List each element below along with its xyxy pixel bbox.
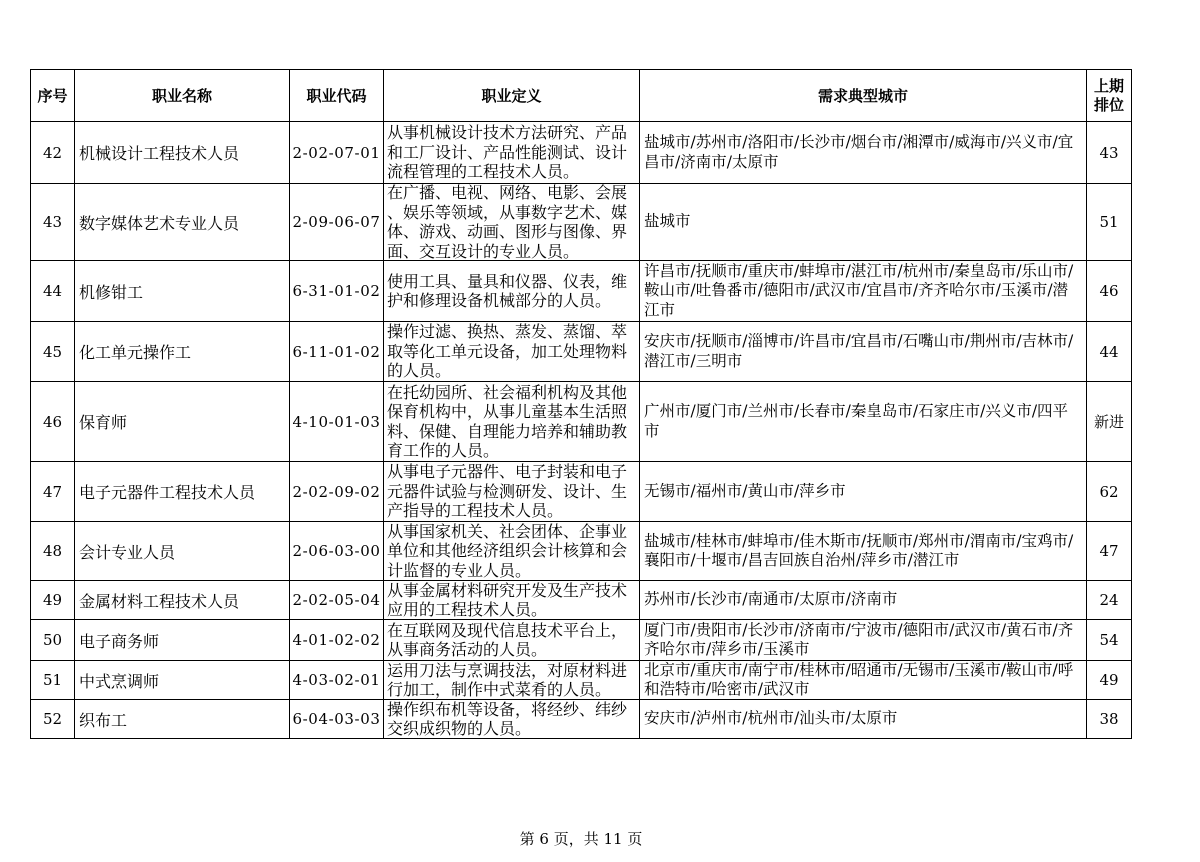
cell-occupation-name: 金属材料工程技术人员 bbox=[75, 581, 290, 620]
cell-cities: 安庆市/泸州市/杭州市/汕头市/太原市 bbox=[640, 700, 1087, 738]
cell-definition: 操作织布机等设备，将经纱、纬纱交织成织物的人员。 bbox=[384, 700, 640, 738]
col-header-prev-rank bbox=[1087, 70, 1131, 122]
cell-prev-rank: 43 bbox=[1087, 122, 1131, 184]
cell-occupation-code: 4-03-02-01 bbox=[290, 661, 384, 700]
cell-definition: 从事电子元器件、电子封装和电子元器件试验与检测研发、设计、生产指导的工程技术人员。 bbox=[384, 462, 640, 522]
cell-no: 52 bbox=[31, 700, 75, 738]
cell-no: 48 bbox=[31, 522, 75, 581]
cell-occupation-name: 电子商务师 bbox=[75, 620, 290, 661]
col-header-definition: 职业定义 bbox=[384, 70, 640, 122]
cell-occupation-code: 6-31-01-02 bbox=[290, 261, 384, 322]
cell-no: 47 bbox=[31, 462, 75, 522]
cell-definition: 在广播、电视、网络、电影、会展、娱乐等领域，从事数字艺术、媒体、游戏、动画、图形与图像、界面、交互设计的专业人员。 bbox=[384, 184, 640, 261]
col-header-occupation-name: 职业名称 bbox=[75, 70, 290, 122]
cell-occupation-code: 6-11-01-02 bbox=[290, 322, 384, 382]
occupation-table bbox=[30, 69, 1132, 739]
col-header-prev-rank-label: 上期排位 bbox=[1093, 76, 1124, 114]
col-header-cities: 需求典型城市 bbox=[640, 70, 1087, 122]
cell-cities: 许昌市/抚顺市/重庆市/蚌埠市/湛江市/杭州市/秦皇岛市/乐山市/鞍山市/吐鲁番市/德阳市/武汉市/宜昌市/齐齐哈尔市/玉溪市/潜江市 bbox=[640, 261, 1087, 322]
cell-no: 49 bbox=[31, 581, 75, 620]
cell-cities: 盐城市/桂林市/蚌埠市/佳木斯市/抚顺市/郑州市/渭南市/宝鸡市/襄阳市/十堰市/昌吉回族自治州/萍乡市/潜江市 bbox=[640, 522, 1087, 581]
cell-no: 43 bbox=[31, 184, 75, 261]
cell-no: 51 bbox=[31, 661, 75, 700]
cell-definition: 在互联网及现代信息技术平台上，从事商务活动的人员。 bbox=[384, 620, 640, 661]
cell-no: 45 bbox=[31, 322, 75, 382]
cell-prev-rank: 49 bbox=[1087, 661, 1131, 700]
cell-no: 42 bbox=[31, 122, 75, 184]
cell-occupation-name: 机修钳工 bbox=[75, 261, 290, 322]
cell-occupation-code: 2-02-05-04 bbox=[290, 581, 384, 620]
cell-no: 44 bbox=[31, 261, 75, 322]
col-header-no: 序号 bbox=[31, 70, 75, 122]
cell-cities: 盐城市/苏州市/洛阳市/长沙市/烟台市/湘潭市/威海市/兴义市/宜昌市/济南市/太原市 bbox=[640, 122, 1087, 184]
cell-definition: 从事机械设计技术方法研究、产品和工厂设计、产品性能测试、设计流程管理的工程技术人员。 bbox=[384, 122, 640, 184]
cell-definition: 在托幼园所、社会福利机构及其他保育机构中，从事儿童基本生活照料、保健、自理能力培养和辅助教育工作的人员。 bbox=[384, 382, 640, 462]
cell-occupation-name: 数字媒体艺术专业人员 bbox=[75, 184, 290, 261]
cell-prev-rank: 62 bbox=[1087, 462, 1131, 522]
cell-occupation-code: 4-01-02-02 bbox=[290, 620, 384, 661]
cell-occupation-name: 机械设计工程技术人员 bbox=[75, 122, 290, 184]
cell-definition: 运用刀法与烹调技法，对原材料进行加工，制作中式菜肴的人员。 bbox=[384, 661, 640, 700]
cell-occupation-code: 6-04-03-03 bbox=[290, 700, 384, 738]
cell-occupation-name: 会计专业人员 bbox=[75, 522, 290, 581]
cell-cities: 盐城市 bbox=[640, 184, 1087, 261]
col-header-occupation-code: 职业代码 bbox=[290, 70, 384, 122]
cell-prev-rank: 44 bbox=[1087, 322, 1131, 382]
cell-occupation-name: 中式烹调师 bbox=[75, 661, 290, 700]
cell-prev-rank: 54 bbox=[1087, 620, 1131, 661]
cell-occupation-name: 织布工 bbox=[75, 700, 290, 738]
cell-occupation-code: 4-10-01-03 bbox=[290, 382, 384, 462]
cell-occupation-name: 保育师 bbox=[75, 382, 290, 462]
cell-prev-rank: 新进 bbox=[1087, 382, 1131, 462]
cell-occupation-name: 化工单元操作工 bbox=[75, 322, 290, 382]
cell-cities: 厦门市/贵阳市/长沙市/济南市/宁波市/德阳市/武汉市/黄石市/齐齐哈尔市/萍乡市/玉溪市 bbox=[640, 620, 1087, 661]
cell-occupation-code: 2-06-03-00 bbox=[290, 522, 384, 581]
cell-prev-rank: 24 bbox=[1087, 581, 1131, 620]
cell-cities: 苏州市/长沙市/南通市/太原市/济南市 bbox=[640, 581, 1087, 620]
page-number-footer: 第 6 页，共 11 页 bbox=[519, 830, 643, 848]
cell-definition: 从事金属材料研究开发及生产技术应用的工程技术人员。 bbox=[384, 581, 640, 620]
cell-occupation-code: 2-02-07-01 bbox=[290, 122, 384, 184]
cell-prev-rank: 38 bbox=[1099, 710, 1119, 728]
cell-definition: 使用工具、量具和仪器、仪表，维护和修理设备机械部分的人员。 bbox=[384, 261, 640, 322]
cell-no: 50 bbox=[31, 620, 75, 661]
cell-occupation-name: 电子元器件工程技术人员 bbox=[75, 462, 290, 522]
cell-cities: 广州市/厦门市/兰州市/长春市/秦皇岛市/石家庄市/兴义市/四平市 bbox=[640, 382, 1087, 462]
cell-definition: 操作过滤、换热、蒸发、蒸馏、萃取等化工单元设备，加工处理物料的人员。 bbox=[384, 322, 640, 382]
cell-cities: 无锡市/福州市/黄山市/萍乡市 bbox=[640, 462, 1087, 522]
cell-cities: 安庆市/抚顺市/淄博市/许昌市/宜昌市/石嘴山市/荆州市/吉林市/潜江市/三明市 bbox=[640, 322, 1087, 382]
cell-no: 46 bbox=[31, 382, 75, 462]
cell-occupation-code: 2-02-09-02 bbox=[290, 462, 384, 522]
cell-definition: 从事国家机关、社会团体、企事业单位和其他经济组织会计核算和会计监督的专业人员。 bbox=[384, 522, 640, 581]
cell-cities: 北京市/重庆市/南宁市/桂林市/昭通市/无锡市/玉溪市/鞍山市/呼和浩特市/哈密市/武汉市 bbox=[640, 661, 1087, 700]
cell-prev-rank: 47 bbox=[1087, 522, 1131, 581]
cell-occupation-code: 2-09-06-07 bbox=[290, 184, 384, 261]
cell-prev-rank: 51 bbox=[1087, 184, 1131, 261]
cell-prev-rank: 46 bbox=[1087, 261, 1131, 322]
